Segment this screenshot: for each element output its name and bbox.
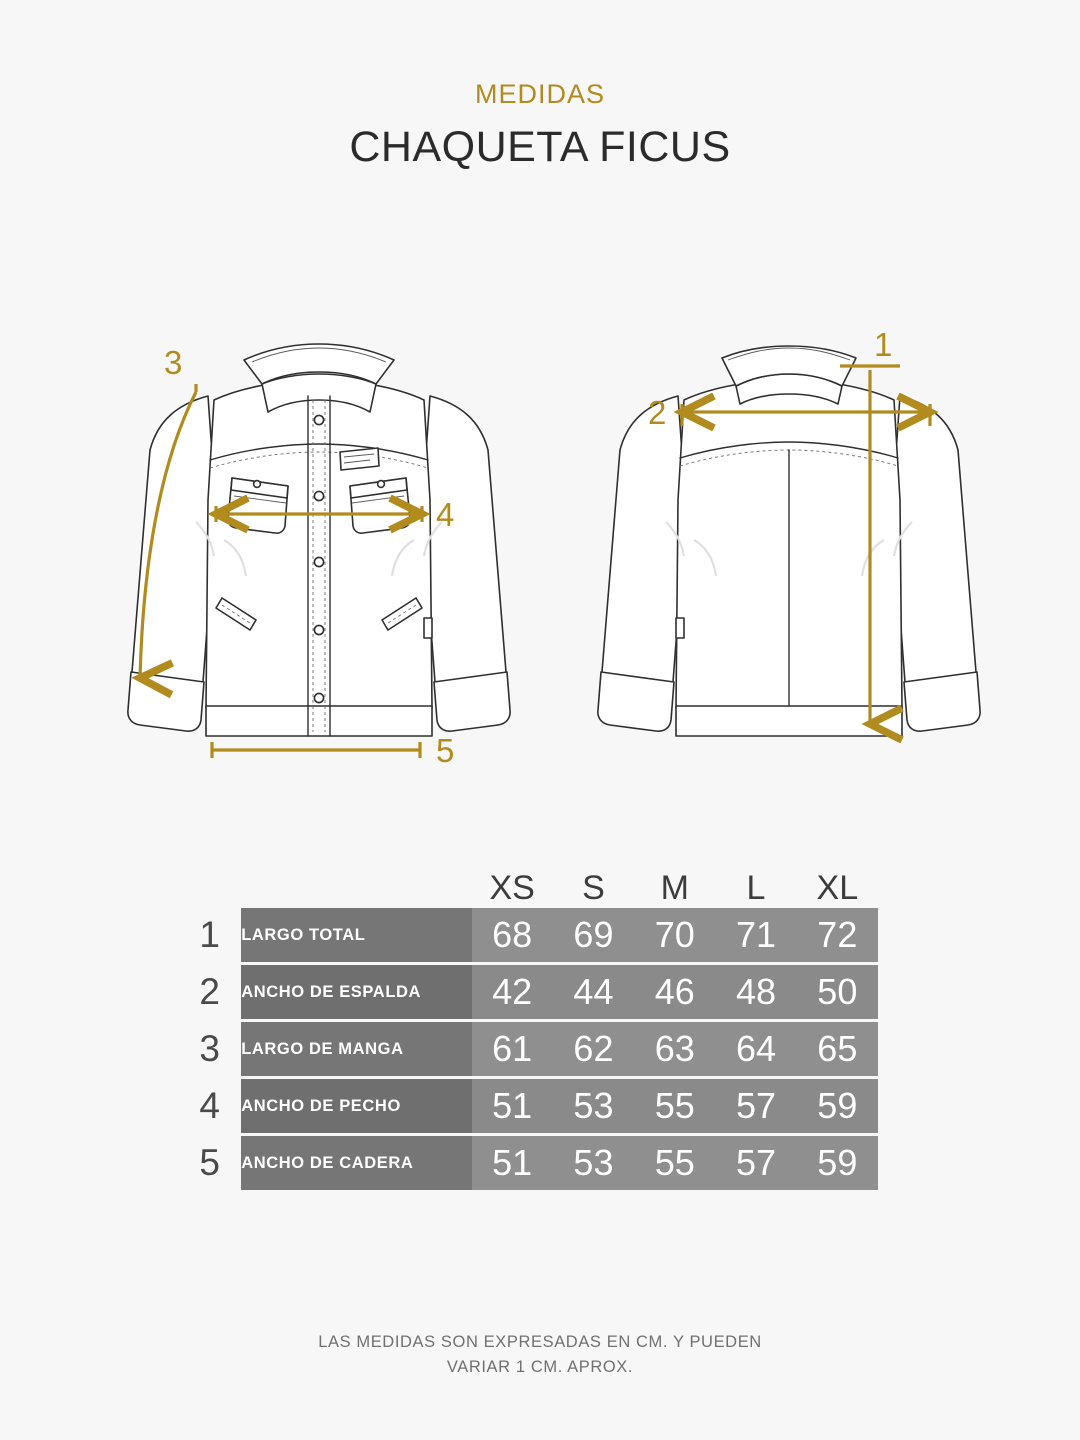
cell-value: 63 bbox=[634, 1022, 715, 1076]
cell-value: 53 bbox=[553, 1079, 634, 1133]
page-header bbox=[0, 80, 1080, 171]
cell-value: 62 bbox=[553, 1022, 634, 1076]
dimension-2-number: 2 bbox=[648, 394, 667, 431]
row-label: ANCHO DE CADERA bbox=[241, 1136, 471, 1190]
cell-value: 48 bbox=[715, 965, 796, 1019]
footnote-line-1: LAS MEDIDAS SON EXPRESADAS EN CM. Y PUEDEN bbox=[318, 1333, 762, 1351]
header-size-xs: XS bbox=[489, 869, 535, 907]
cell-value: 72 bbox=[797, 908, 878, 962]
cell-value: 69 bbox=[553, 908, 634, 962]
table-row bbox=[178, 1022, 878, 1076]
cell-value: 59 bbox=[797, 1079, 878, 1133]
cell-value: 57 bbox=[715, 1136, 796, 1190]
cell-value: 65 bbox=[797, 1022, 878, 1076]
front-view bbox=[128, 344, 510, 769]
garment-illustrations bbox=[0, 300, 1080, 820]
footnote-line-2: VARIAR 1 CM. APROX. bbox=[446, 1357, 634, 1376]
cell-value: 55 bbox=[634, 1136, 715, 1190]
cell-value: 51 bbox=[472, 1079, 553, 1133]
header-spacer-label bbox=[241, 860, 471, 908]
cell-value: 50 bbox=[797, 965, 878, 1019]
cell-value: 61 bbox=[472, 1022, 553, 1076]
measurement-footnote bbox=[0, 1330, 1080, 1380]
cell-value: 70 bbox=[634, 908, 715, 962]
cell-value: 46 bbox=[634, 965, 715, 1019]
cell-value: 64 bbox=[715, 1022, 796, 1076]
cell-value: 51 bbox=[472, 1136, 553, 1190]
row-number: 4 bbox=[199, 1085, 220, 1126]
row-label: LARGO TOTAL bbox=[241, 908, 471, 962]
size-table bbox=[178, 860, 878, 1190]
table-row bbox=[178, 965, 878, 1019]
row-number: 3 bbox=[199, 1028, 220, 1069]
header-size-s: S bbox=[582, 869, 605, 907]
row-number: 5 bbox=[199, 1142, 220, 1183]
jacket-technical-drawing bbox=[0, 300, 1080, 820]
page-title: CHAQUETA FICUS bbox=[349, 122, 731, 171]
back-view bbox=[598, 326, 980, 736]
cell-value: 42 bbox=[472, 965, 553, 1019]
table-row bbox=[178, 1079, 878, 1133]
header-subtitle: MEDIDAS bbox=[474, 79, 606, 109]
cell-value: 68 bbox=[472, 908, 553, 962]
cell-value: 59 bbox=[797, 1136, 878, 1190]
row-label: ANCHO DE ESPALDA bbox=[241, 965, 471, 1019]
row-label: ANCHO DE PECHO bbox=[241, 1079, 471, 1133]
cell-value: 44 bbox=[553, 965, 634, 1019]
table-row bbox=[178, 908, 878, 962]
header-size-xl: XL bbox=[816, 869, 859, 907]
row-number: 1 bbox=[199, 914, 220, 955]
header-size-l: L bbox=[746, 869, 766, 907]
size-table-wrapper bbox=[178, 860, 878, 1190]
row-label: LARGO DE MANGA bbox=[241, 1022, 471, 1076]
table-header-row bbox=[178, 860, 878, 908]
row-number: 2 bbox=[199, 971, 220, 1012]
dimension-1-number: 1 bbox=[874, 326, 893, 363]
header-spacer-num bbox=[178, 860, 241, 908]
header-size-m: M bbox=[660, 869, 689, 907]
table-row bbox=[178, 1136, 878, 1190]
cell-value: 55 bbox=[634, 1079, 715, 1133]
dimension-5-hip-width bbox=[212, 732, 454, 769]
cell-value: 53 bbox=[553, 1136, 634, 1190]
cell-value: 71 bbox=[715, 908, 796, 962]
dimension-4-number: 4 bbox=[436, 496, 455, 533]
dimension-3-number: 3 bbox=[164, 344, 183, 381]
cell-value: 57 bbox=[715, 1079, 796, 1133]
dimension-5-number: 5 bbox=[436, 732, 455, 769]
